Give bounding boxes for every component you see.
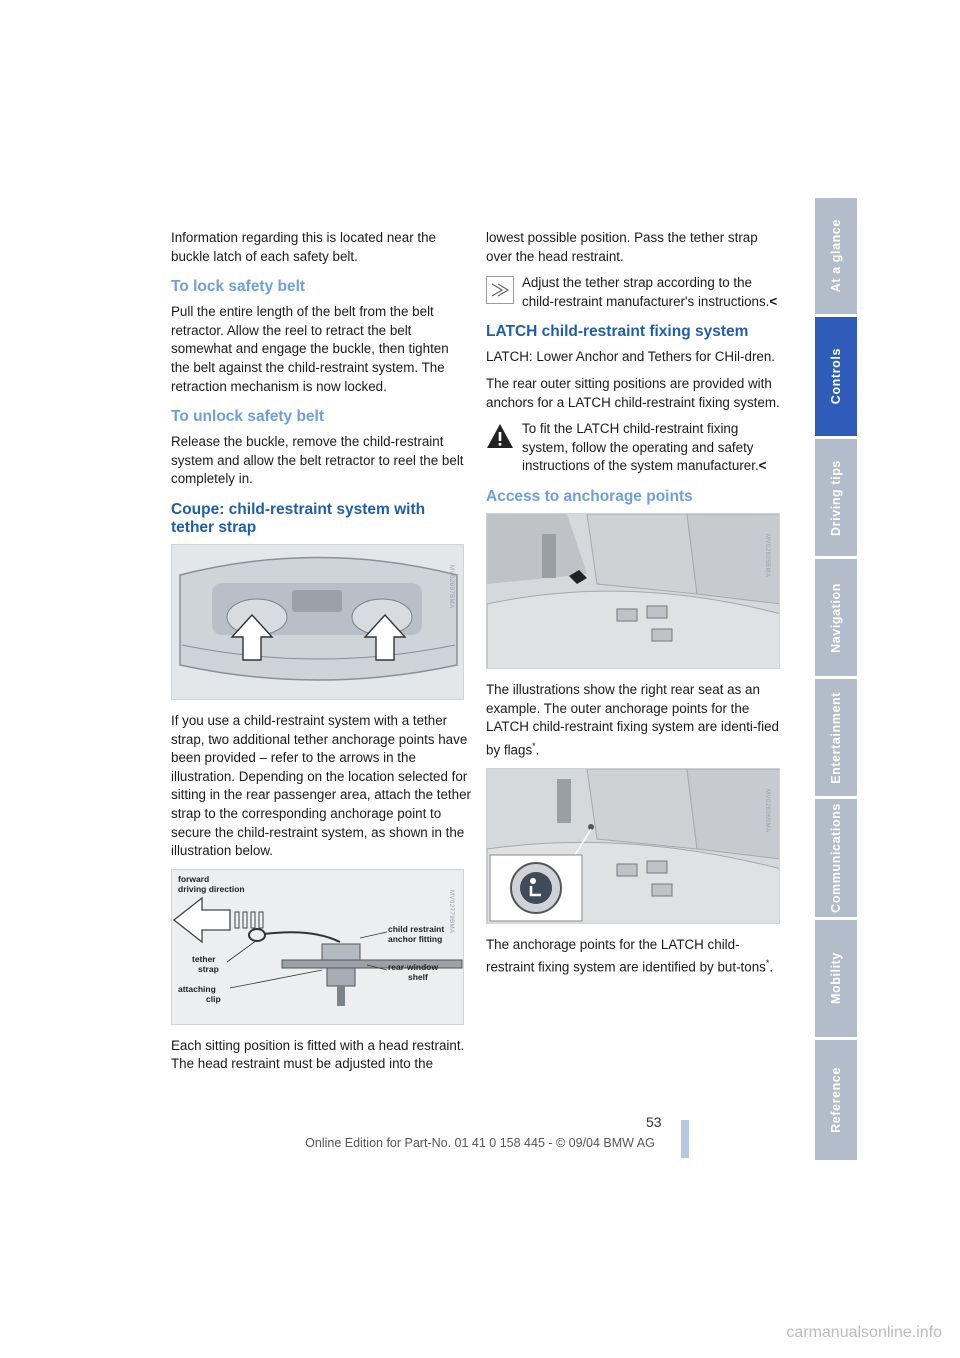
watermark: carmanualsonline.info — [786, 1324, 942, 1341]
right-column — [486, 229, 786, 985]
continued-paragraph: lowest possible position. Pass the tether strap over the head restraint. — [486, 230, 758, 264]
latch-paragraph: The rear outer sitting positions are provided with anchors for a LATCH child-restraint fixing system. — [486, 375, 780, 410]
note-text: Adjust the tether strap according to the child-restraint manufacturer's instructions.< — [522, 275, 778, 309]
rear-seat-flags-illustration — [487, 514, 780, 669]
note-icon — [486, 276, 514, 304]
label-shelf: shelf — [408, 971, 428, 982]
illustration-paragraph: The illustrations show the right rear seat as an example. The outer anchorage points for the LATCH child-restraint fixing system are identi-fied by flags*. — [486, 681, 779, 758]
left-column — [171, 229, 471, 1082]
tab-reference[interactable]: Reference — [815, 1040, 857, 1160]
figure-rear-shelf-anchors — [171, 544, 464, 700]
tab-mobility[interactable]: Mobility — [815, 920, 857, 1037]
rear-seat-buttons-illustration — [487, 769, 780, 924]
tab-driving-tips[interactable]: Driving tips — [815, 439, 857, 556]
figure-rear-seat-buttons — [486, 768, 780, 924]
label-anchor-fitting: anchor fitting — [388, 933, 443, 944]
label-attaching: attaching — [178, 983, 216, 994]
label-rear-window: rear-window — [388, 961, 439, 972]
tab-entertainment[interactable]: Entertainment — [815, 679, 857, 796]
rear-shelf-illustration — [172, 545, 464, 700]
warning-text: To fit the LATCH child-restraint fixing system, follow the operating and safety instructions of the system manufacturer.< — [522, 421, 767, 474]
tether-diagram — [172, 870, 464, 1025]
figure-code: MV02805BMA — [764, 533, 770, 578]
head-restraint-paragraph-2: The head restraint must be adjusted into the — [171, 1056, 434, 1072]
note-block — [486, 274, 786, 311]
tab-navigation[interactable]: Navigation — [815, 559, 857, 676]
buttons-paragraph: The anchorage points for the LATCH child-restraint fixing system are identified by but-tons*. — [486, 936, 774, 975]
page-number: 53 — [646, 1114, 662, 1130]
label-clip: clip — [206, 993, 221, 1004]
figure-code: MV02779BMA — [448, 889, 454, 934]
figure-rear-seat-flags — [486, 513, 780, 669]
coupe-heading: Coupe: child-restraint system with tether strap — [171, 500, 426, 536]
unlock-heading: To unlock safety belt — [171, 408, 325, 426]
access-heading: Access to anchorage points — [486, 487, 693, 505]
label-forward: forward — [178, 873, 210, 884]
tab-controls[interactable]: Controls — [815, 317, 857, 436]
tab-at-a-glance[interactable]: At a glance — [815, 198, 857, 314]
warning-icon — [486, 422, 514, 450]
unlock-paragraph: Release the buckle, remove the child-restraint system and allow the belt retractor to reel the belt completely in. — [171, 434, 464, 487]
label-driving-direction: driving direction — [178, 883, 245, 894]
figure-code: MV02697BMA — [448, 564, 454, 609]
head-restraint-paragraph-1: Each sitting position is fitted with a head restraint. — [171, 1037, 465, 1053]
lock-heading: To lock safety belt — [171, 278, 306, 296]
label-tether: tether — [192, 953, 216, 964]
figure-code: MV02806BMA — [764, 788, 770, 833]
latch-heading: LATCH child-restraint fixing system — [486, 323, 749, 341]
intro-paragraph: Information regarding this is located near the buckle latch of each safety belt. — [171, 230, 436, 264]
footer-edition: Online Edition for Part-No. 01 41 0 158 445 - © 09/04 BMW AG — [305, 1136, 655, 1150]
tab-communications[interactable]: Communications — [815, 799, 857, 917]
latch-definition: LATCH: Lower Anchor and Tethers for CHil-dren. — [486, 349, 776, 365]
section-tabs — [815, 198, 857, 1160]
tether-paragraph: If you use a child-restraint system with a tether strap, two additional tether anchorage points have been provided – refer to the arrows in the illustration. Depending on the location selected for sitting in the rear passenger area, attach the tether strap to the corresponding anchorage point to secure the child-restraint system, as shown in the illustration below. — [171, 712, 471, 859]
warning-block — [486, 420, 786, 476]
child-seat-button-icon — [520, 872, 552, 904]
figure-tether-diagram — [171, 869, 464, 1025]
lock-paragraph: Pull the entire length of the belt from the belt retractor. Allow the reel to retract the belt somewhat and engage the buckle, then tighten the belt against the child-restraint system. The retraction mechanism is now locked. — [171, 304, 449, 394]
label-strap: strap — [198, 963, 219, 974]
label-child-restraint: child restraint — [388, 923, 445, 934]
